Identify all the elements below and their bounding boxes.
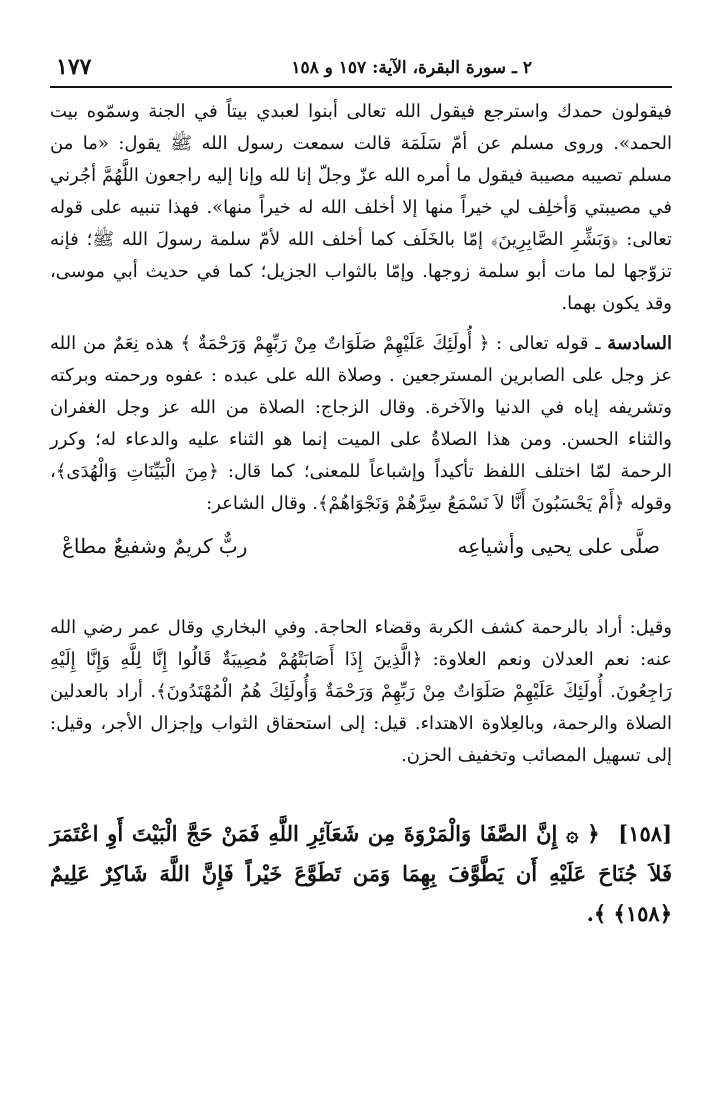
paragraph-closing-text: وقيل: أراد بالرحمة كشف الكربة وقضاء الحاجة. وفي البخاري وقال عمر رضي الله عنه: نعم العدلان ونعم العلاوة: ﴿الَّذِينَ إِذَا أَصَابَتْهُمْ مُصِيبَةٌ قَالُوا إِنَّا لِلَّهِ وَإِنَّا إِلَيْهِ رَاجِعُونَ. أُولَئِكَ عَلَيْهِمْ صَلَوَاتٌ مِنْ رَبِّهِمْ وَرَحْمَةٌ وَأُولَئِكَ هُمُ الْمُهْتَدُونَ﴾. أراد بالعدلين الصلاة والرحمة، وبالعِلاوة الاهتداء. قيل: إلى استحقاق الثواب وإجزال الأجر، وقيل: إلى تسهيل المصائب وتخفيف الحزن. (50, 617, 672, 766)
book-page (50, 50, 672, 1070)
paragraph-intro (50, 96, 672, 320)
paragraph-closing (50, 612, 672, 772)
paragraph-sixth (50, 328, 672, 520)
body-text (50, 96, 672, 934)
poem-left-hemistich: ربٌّ كريمٌ وشفيعٌ مطاعْ (62, 534, 248, 558)
section-label: السادسة (607, 333, 672, 354)
page-header (50, 50, 672, 88)
quran-verse-text: ﴿ ۞ إِنَّ الصَّفَا وَالْمَرْوَةَ مِن شَعَآئِرِ اللَّهِ فَمَنْ حَجَّ الْبَيْتَ أَوِ اعْتَمَرَ فَلاَ جُنَاحَ عَلَيْهِ أَن يَطَّوَّفَ بِهِمَا وَمَن تَطَوَّعَ خَيْراً فَإِنَّ اللَّهَ شَاكِرٌ عَلِيمٌ ﴿١٥٨﴾ ﴾. (50, 821, 672, 926)
running-title: ٢ ـ سورة البقرة، الآية: ١٥٧ و ١٥٨ (291, 58, 532, 78)
paragraph-intro-text: فيقولون حمدك واسترجع فيقول الله تعالى أبنوا لعبدي بيتاً في الجنة وسمّوه بيت الحمد». وروى مسلم عن أمّ سَلَمَة قالت سمعت رسول الله ﷺ يقول: «ما من مسلم تصيبه مصيبة فيقول ما أمره الله عزّ وجلّ إنا لله وإنا إليه راجعون اللَّهُمَّ أجُرني في مصيبتي وَأخلِف لي خيراً منها إلا أخلف الله له خيراً منها». فهذا تنبيه على قوله تعالى: ﴿وَبَشِّرِ الصَّابِرِينَ﴾ إمّا بالخَلَف كما أخلف الله لأمّ سلمة رسولَ الله ﷺ؛ فإنه تزوّجها لما مات أبو سلمة زوجها. وإمّا بالثواب الجزيل؛ كما في حديث أبي موسى، وقد يكون بهما. (50, 101, 672, 314)
page-number: ١٧٧ (56, 54, 92, 80)
paragraph-sixth-text: ـ قوله تعالى : ﴿ أُولَئِكَ عَلَيْهِمْ صَلَوَاتٌ مِنْ رَبِّهِمْ وَرَحْمَةٌ ﴾ هذه نِعَمٌ من الله عز وجل على الصابرين المسترجعين . وصلاة الله على عبده : عفوه ورحمته وبركته وتشريفه إياه في الدنيا والآخرة. وقال الزجاج: الصلاة من الله عز وجل الغفران والثناء الحسن. ومن هذا الصلاةُ على الميت إنما هو الثناء عليه والدعاء له؛ وكرر الرحمة لمّا اختلف اللفظ تأكيداً وإشباعاً للمعنى؛ كما قال: ﴿مِنَ الْبَيِّنَاتِ وَالْهُدَى﴾، وقوله ﴿أَمْ يَحْسَبُونَ أَنَّا لاَ نَسْمَعُ سِرَّهُمْ وَنَجْوَاهُمْ﴾. وقال الشاعر: (50, 333, 672, 514)
quran-verse-block (50, 814, 672, 934)
ayah-number: [١٥٨] (618, 821, 672, 846)
poem-right-hemistich: صلَّى على يحيى وأشياعِه (457, 534, 660, 558)
poem-verse (50, 530, 672, 562)
